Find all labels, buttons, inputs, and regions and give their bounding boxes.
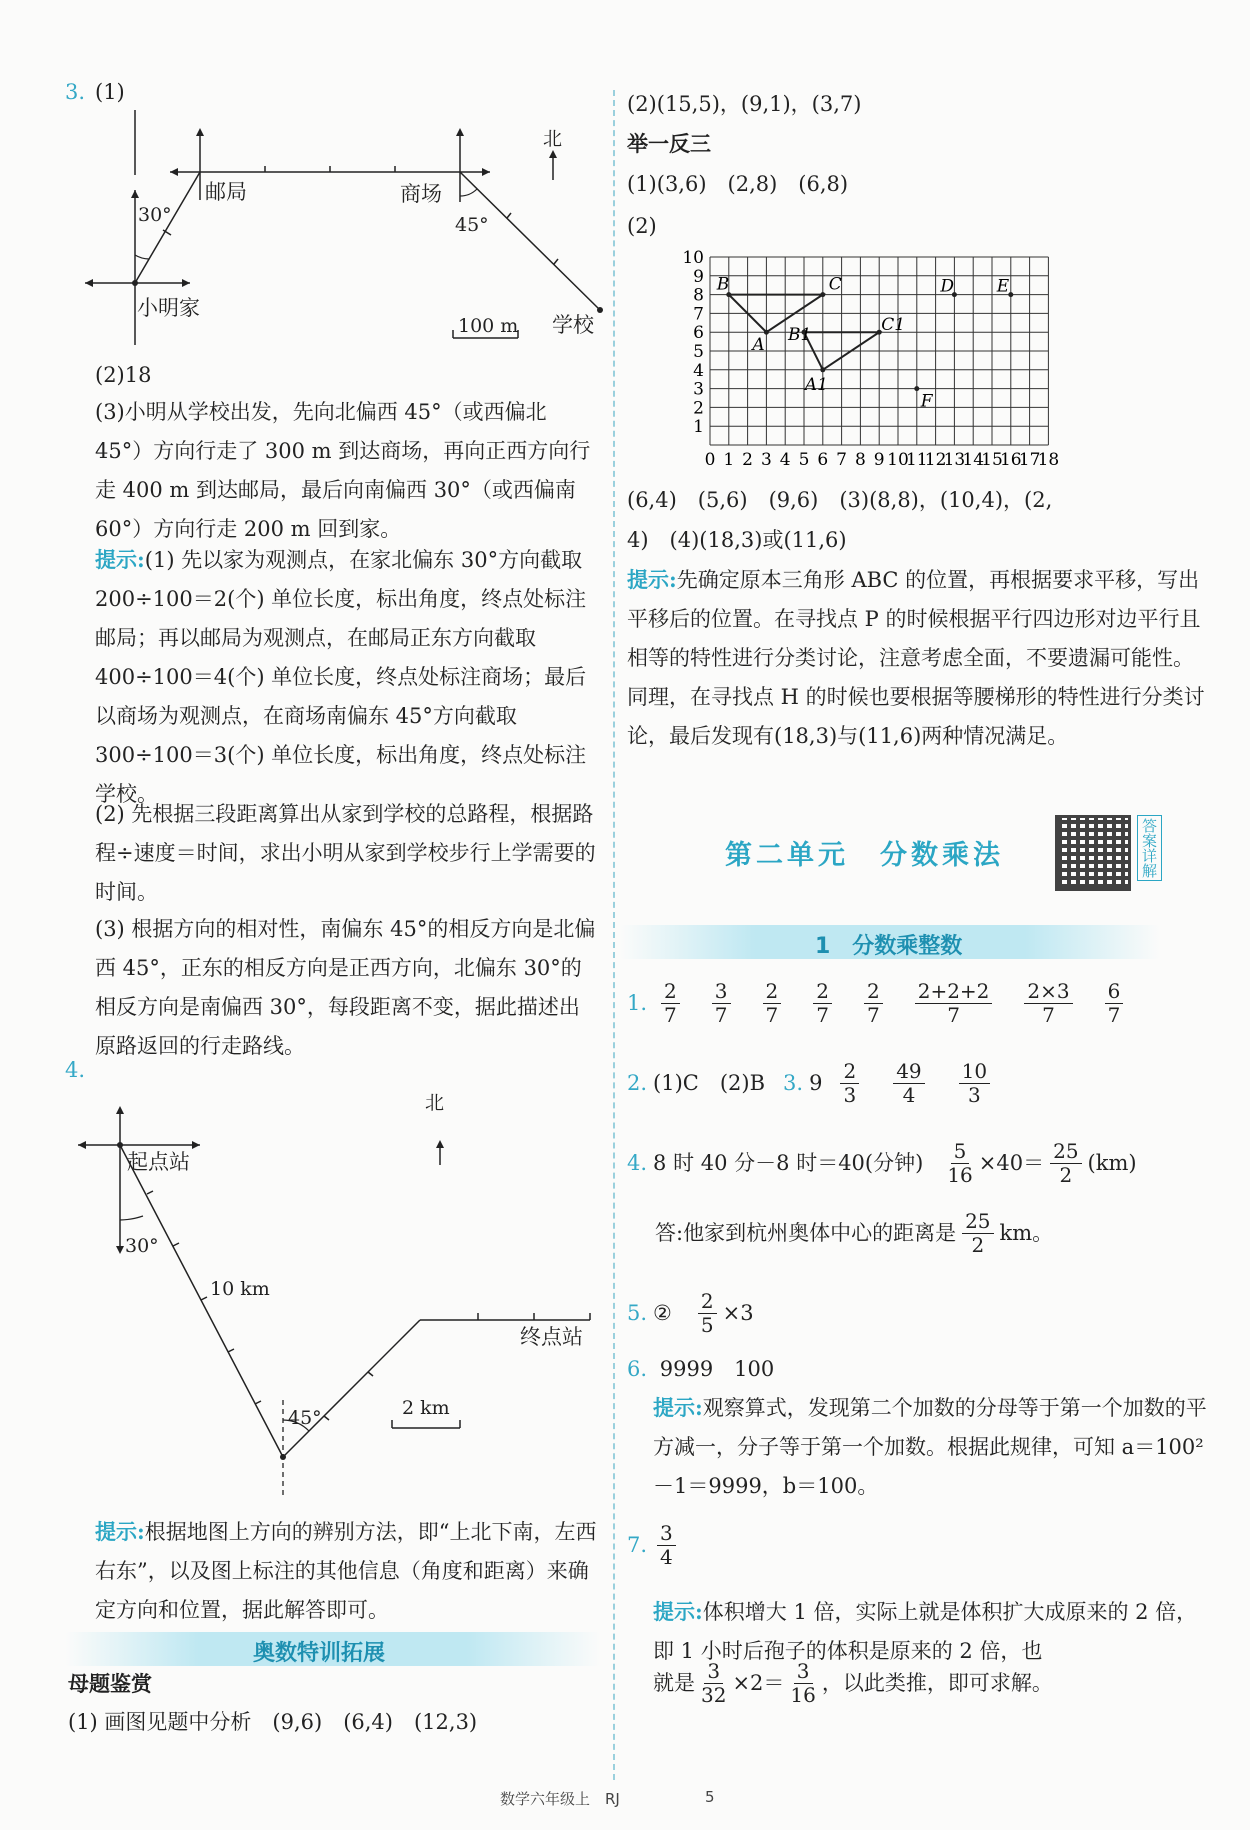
q3-fraction: $\frac{49}{4}$ [893, 1060, 924, 1107]
q4-row [627, 1140, 1137, 1187]
q1-fractions [655, 980, 1129, 1027]
q4-fraction-2: $\frac{25}{2}$ [1050, 1140, 1081, 1187]
q4-number: 4. [65, 1058, 86, 1082]
q7-hint-mid: ×2＝ [732, 1670, 785, 1695]
q7-hint-pre: 就是 [653, 1670, 695, 1695]
answer-line-1: (2)(15,5)，(9,1)，(3,7) [627, 92, 862, 116]
q5-choice: ② [653, 1300, 672, 1325]
point-label: C [828, 274, 842, 295]
q4-fraction-1: $\frac{5}{16}$ [947, 1139, 973, 1187]
unit-title: 第二单元 分数乘法 [725, 840, 1004, 871]
q1-fraction: $\frac{2}{7}$ [763, 980, 782, 1027]
map1-school-label: 学校 [552, 313, 594, 337]
mother-problem-line: (1) 画图见题中分析 (9,6) (6,4) (12,3) [68, 1710, 478, 1734]
x-tick-label: 1 [723, 450, 735, 470]
section-banner-title: 奥数特训拓展 [253, 1641, 386, 1666]
x-tick-label: 2 [742, 450, 754, 470]
x-tick-label: 8 [854, 450, 866, 470]
answer-line-2: (1)(3,6) (2,8) (6,8) [627, 172, 849, 196]
q2-number: 2. [627, 1070, 648, 1095]
y-tick-label: 2 [693, 398, 704, 419]
point-label: A1 [804, 374, 828, 395]
q3-value: 9 [809, 1070, 823, 1095]
map2-scale-label: 2 km [402, 1397, 450, 1419]
q4-hint [95, 1512, 600, 1630]
x-tick-label: 10 [887, 450, 909, 470]
x-tick-label: 11 [905, 450, 928, 470]
q6-row [627, 1357, 774, 1382]
q3-part3-answer: (3)小明从学校出发，先向北偏西 45°（或西偏北 45°）方向行走了 300 m 到达商场，再向正西方向行走 400 m 到达邮局，最后向南偏西 30°（或西偏南 60°）方向行走 200 m 回到家。 [95, 400, 591, 541]
q1-fraction: $\frac{3}{7}$ [712, 980, 731, 1027]
hint-label: 提示: [627, 567, 677, 592]
qr-code[interactable] [1055, 815, 1131, 891]
q4-text: 8 时 40 分－8 时＝40(分钟) [653, 1150, 924, 1175]
q3-part1-label: (1) [95, 80, 125, 104]
q3-fraction: $\frac{10}{3}$ [959, 1060, 990, 1107]
q3-fractions [834, 1060, 996, 1107]
x-tick-label: 13 [943, 450, 966, 470]
q5-row [627, 1290, 754, 1337]
point-label: C1 [881, 315, 906, 336]
q7-hint-text: 体积增大 1 倍，实际上就是体积扩大成原来的 2 倍，即 1 小时后孢子的体积是原来的 2 倍，也 [653, 1600, 1198, 1663]
point-a1 [820, 367, 825, 372]
x-tick-label: 5 [798, 450, 810, 470]
q4-answer-fraction: $\frac{25}{2}$ [962, 1210, 993, 1257]
x-tick-label: 4 [779, 450, 791, 470]
q7-hint-post: ，以此类推，即可求解。 [821, 1670, 1053, 1695]
q7-hint-line-2 [653, 1660, 1053, 1707]
y-tick-label: 4 [693, 360, 704, 381]
y-tick-label: 9 [693, 266, 704, 287]
x-tick-label: 14 [962, 450, 985, 470]
q1-fraction: $\frac{2}{7}$ [813, 980, 832, 1027]
map2-end-label: 终点站 [520, 1325, 583, 1349]
x-tick-label: 18 [1037, 450, 1060, 470]
q4-mid: ×40＝ [978, 1150, 1045, 1175]
qr-label: 答案详解 [1137, 815, 1162, 881]
y-tick-label: 10 [682, 248, 704, 268]
y-tick-label: 8 [693, 285, 704, 306]
q5-fraction: $\frac{2}{5}$ [698, 1290, 717, 1337]
map2-angle-45: 45° [288, 1407, 322, 1429]
point-c [820, 292, 825, 297]
x-tick-label: 16 [999, 450, 1022, 470]
q7-hint-fraction-1: $\frac{3}{32}$ [701, 1659, 727, 1707]
q1-fraction: $\frac{2+2+2}{7}$ [915, 980, 993, 1027]
q4-hint-text: 根据地图上方向的辨别方法，即“上北下南，左西右东”，以及图上标注的其他信息（角度和距离）来确定方向和位置，据此解答即可。 [95, 1520, 597, 1622]
x-tick-label: 9 [873, 450, 885, 470]
coordinate-grid [670, 205, 1150, 485]
q5-post: ×3 [722, 1300, 754, 1325]
map1-angle-30: 30° [138, 204, 172, 226]
answer-line-4: 4) (4)(18,3)或(11,6) [627, 528, 847, 552]
point-label: A [752, 335, 765, 356]
q5-number: 5. [627, 1300, 648, 1325]
hint-label: 提示: [653, 1599, 703, 1624]
q7-fraction: $\frac{3}{4}$ [657, 1522, 676, 1569]
section-banner [65, 1632, 600, 1666]
point-label: B1 [788, 325, 812, 346]
grid-prefix: (2) [627, 214, 657, 238]
hint-label: 提示: [95, 1519, 145, 1544]
q3-number: 3. [783, 1070, 804, 1095]
q1-number: 1. [627, 990, 648, 1015]
right-column [615, 0, 1250, 1830]
x-tick-label: 6 [817, 450, 829, 470]
map2-north-label: 北 [425, 1092, 445, 1114]
y-tick-label: 3 [693, 379, 704, 400]
q2-answer: (1)C (2)B [653, 1070, 766, 1095]
map1-post-office-label: 邮局 [205, 180, 247, 204]
q7-hint-fraction-2: $\frac{3}{16}$ [790, 1659, 816, 1707]
map2-angle-30: 30° [125, 1235, 159, 1257]
map2-start-label: 起点站 [127, 1150, 190, 1174]
q1-fraction: $\frac{6}{7}$ [1105, 980, 1124, 1027]
lesson-banner-title: 1 分数乘整数 [815, 934, 963, 959]
q3-hint2: (2) 先根据三段距离算出从家到学校的总路程，根据路程÷速度＝时间，求出小明从家到学校步行上学需要的时间。 [95, 802, 596, 904]
mother-problem-title: 母题鉴赏 [68, 1672, 152, 1696]
q6-hint [653, 1388, 1208, 1506]
q4-unit: (km) [1087, 1150, 1137, 1175]
q3-hint1-text: (1) 先以家为观测点，在家北偏东 30°方向截取 200÷100＝2(个) 单位长度，标出角度，终点处标注邮局；再以邮局为观测点，在邮局正东方向截取 400÷100＝4(个) 单位长度，终点处标注商场；最后以商场为观测点，在商场南偏东 45°方向截取 300÷100＝3(个) 单位长度，标出角度，终点处标注学校。 [95, 548, 587, 806]
map2-distance-label: 10 km [210, 1278, 270, 1300]
q4-answer-post: km。 [999, 1220, 1054, 1245]
map1-mall-label: 商场 [400, 182, 442, 206]
point-f [914, 386, 919, 391]
point-label: F [920, 391, 933, 412]
y-tick-label: 1 [693, 417, 704, 438]
q7-row [627, 1522, 682, 1569]
point-a [764, 330, 769, 335]
q7-number: 7. [627, 1532, 648, 1557]
grid-hint [627, 560, 1207, 756]
q4-answer-pre: 答:他家到杭州奥体中心的距离是 [655, 1220, 957, 1245]
left-column [0, 0, 615, 1830]
q3-fraction: $\frac{2}{3}$ [840, 1060, 859, 1107]
map1-north-label: 北 [543, 128, 563, 150]
q1-fraction: $\frac{2}{7}$ [864, 980, 883, 1027]
x-tick-label: 15 [981, 450, 1003, 470]
q3-hint3: (3) 根据方向的相对性，南偏东 45°的相反方向是北偏西 45°，正东的相反方向是正西方向，北偏东 30°的相反方向是南偏西 30°，每段距离不变，据此描述出原路返回的行走路线。 [95, 917, 596, 1058]
point-label: E [996, 276, 1010, 297]
q3-hint1 [95, 540, 600, 814]
map1-scale-label: 100 m [458, 315, 519, 337]
hint-label: 提示: [95, 547, 145, 572]
q1-row [627, 980, 1129, 1027]
q4-number: 4. [627, 1150, 648, 1175]
q3-number: 3. [65, 80, 86, 104]
point-label: D [940, 276, 955, 297]
q6-answer: 9999 100 [659, 1357, 775, 1381]
q3-part2-answer: (2)18 [95, 363, 152, 387]
x-tick-label: 17 [1018, 450, 1041, 470]
q4-answer-row [655, 1210, 1053, 1257]
point-label: B [716, 274, 730, 295]
jyfs-title: 举一反三 [627, 132, 711, 156]
footer-book-label: 数学六年级上 RJ [500, 1790, 620, 1808]
grid-hint-text: 先确定原本三角形 ABC 的位置，再根据要求平移，写出平移后的位置。在寻找点 P 的时候根据平行四边形对边平行且相等的特性进行分类讨论，注意考虑全面，不要遗漏可能性。同理，在寻找点 H 的时候也要根据等腰梯形的特性进行分类讨论，最后发现有(18,3)与(11,6)两种情况满足。 [627, 568, 1205, 748]
x-tick-label: 3 [760, 450, 772, 470]
answer-line-3: (6,4) (5,6) (9,6) (3)(8,8)，(10,4)，(2, [627, 488, 1053, 512]
map1-home-label: 小明家 [137, 296, 200, 320]
lesson-banner [620, 925, 1160, 959]
x-tick-label: 0 [704, 450, 716, 470]
hint-label: 提示: [653, 1395, 703, 1420]
footer-page-number: 5 [705, 1788, 715, 1806]
q6-number: 6. [627, 1357, 648, 1381]
q6-hint-text: 观察算式，发现第二个加数的分母等于第一个加数的平方减一，分子等于第一个加数。根据此规律，可知 a＝100²－1＝9999，b＝100。 [653, 1396, 1207, 1498]
q1-fraction: $\frac{2\times 3}{7}$ [1024, 980, 1072, 1027]
map1-angle-45: 45° [455, 214, 489, 236]
q1-fraction: $\frac{2}{7}$ [661, 980, 680, 1027]
x-tick-label: 7 [836, 450, 848, 470]
y-tick-label: 6 [693, 323, 704, 344]
q2-q3-row [627, 1060, 996, 1107]
x-tick-label: 12 [924, 450, 947, 470]
y-tick-label: 5 [693, 342, 704, 362]
y-tick-label: 7 [693, 304, 704, 325]
